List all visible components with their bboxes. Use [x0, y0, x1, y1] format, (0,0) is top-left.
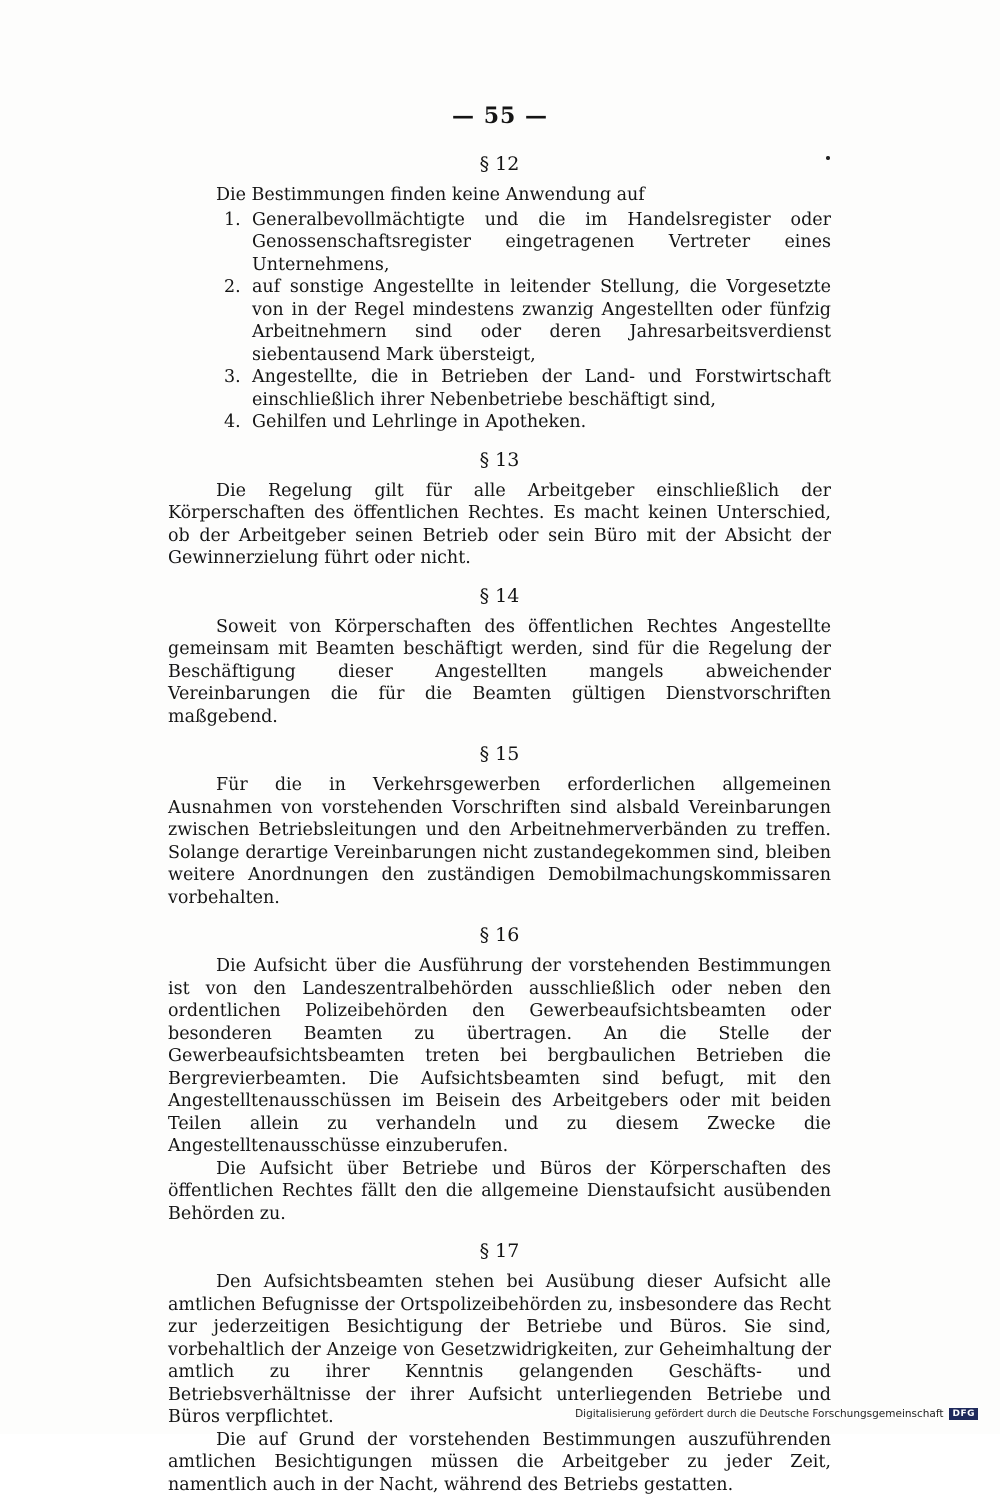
section-15 [168, 742, 831, 909]
section-heading: § 17 [479, 1240, 520, 1262]
page-number: — 55 — [452, 103, 548, 129]
list-item-text: Gehilfen und Lehrlinge in Apotheken. [252, 412, 587, 432]
list-item-number: 2. [224, 277, 241, 297]
list-item-text: Angestellte, die in Betrieben der Land- und Forstwirtschaft einschließlich ihrer Nebenbetriebe beschäftigt sind, [252, 367, 831, 410]
section-13 [168, 448, 831, 570]
paragraph: Die Aufsicht über Betriebe und Büros der Körperschaften des öffentlichen Rechtes fällt den die allgemeine Dienstaufsicht ausübenden Behörden zu. [168, 1158, 831, 1224]
section-intro: Die Bestimmungen finden keine Anwendung auf [216, 185, 645, 205]
section-heading: § 13 [479, 448, 520, 471]
paragraph: Die Regelung gilt für alle Arbeitgeber einschließlich der Körperschaften des öffentlichen Rechtes. Es macht keinen Unterschied, ob der Arbeitgeber seinen Betrieb oder sein Büro mit der Absicht der Gewinnerzielung führt oder nicht. [168, 480, 831, 568]
section-12 [168, 152, 831, 434]
section-heading: § 14 [479, 584, 520, 607]
document-body [168, 152, 831, 1510]
section-heading: § 15 [479, 743, 520, 765]
list-item-number: 1. [224, 209, 241, 230]
section-heading: § 12 [479, 153, 520, 175]
paragraph: Soweit von Körperschaften des öffentlichen Rechtes Angestellte gemeinsam mit Beamten beschäftigt werden, sind für die Regelung der Beschäftigung dieser Angestellten mangels abweichender Vereinbarungen die für die Beamten gültigen Dienstvorschriften maßgebend. [168, 616, 831, 727]
paragraph: Den Aufsichtsbeamten stehen bei Ausübung dieser Aufsicht alle amtlichen Befugnisse der Ortspolizeibehörden zu, insbesondere das Recht zur jederzeitigen Besichtigung der Betriebe und Büros. Sie sind, vorbehaltlich der Anzeige von Gesetzwidrigkeiten, zur Geheimhaltung der amtlich zu ihrer Kenntnis gelangenden Geschäfts- und Betriebsverhältnisse der ihrer Aufsicht unterliegenden Betriebe und Büros verpflichtet. [168, 1272, 831, 1427]
list-item-number: 3. [224, 367, 241, 387]
dfg-logo: DFG [949, 1408, 978, 1420]
list-item [168, 411, 831, 434]
list-item [168, 276, 831, 366]
section-14 [168, 584, 831, 729]
section-16 [168, 923, 831, 1225]
list-item-number: 4. [224, 412, 241, 432]
digitization-credit [575, 1408, 978, 1420]
exemption-list [168, 209, 831, 434]
list-item-text: Generalbevollmächtigte und die im Handelsregister oder Genossenschaftsregister eingetragenen Vertreter eines Unternehmens, [252, 209, 831, 275]
list-item-text: auf sonstige Angestellte in leitender Stellung, die Vorgesetzte von in der Regel mindestens zwanzig Angestellten oder fünfzig Arbeitnehmern sind oder deren Jahresarbeitsverdienst siebentausend Mark übersteigt, [252, 277, 831, 365]
footer-text: Digitalisierung gefördert durch die Deutsche Forschungsgemeinschaft [575, 1408, 944, 1420]
list-item [168, 366, 831, 411]
paragraph: Die auf Grund der vorstehenden Bestimmungen auszuführenden amtlichen Besichtigungen müssen die Arbeitgeber zu jeder Zeit, namentlich auch in der Nacht, während des Betriebs gestatten. [168, 1429, 831, 1495]
paragraph: Die Aufsicht über die Ausführung der vorstehenden Bestimmungen ist von den Landeszentralbehörden ausschließlich oder neben den ordentlichen Polizeibehörden den Gewerbeaufsichtsbeamten oder besonderen Beamten zu übertragen. An die Stelle der Gewerbeaufsichtsbeamten treten bei bergbaulichen Betrieben die Bergrevierbeamten. Die Aufsichtsbeamten sind befugt, mit den Angestelltenausschüssen im Beisein des Arbeitgebers oder mit beiden Teilen allein zu verhandeln und zu diesem Zwecke die Angestelltenausschüsse einzuberufen. [168, 956, 831, 1156]
section-heading: § 16 [479, 924, 520, 946]
paragraph: Für die in Verkehrsgewerben erforderlichen allgemeinen Ausnahmen von vorstehenden Vorschriften sind alsbald Vereinbarungen zwischen Betriebsleitungen und den Arbeitnehmerverbänden zu treffen. Solange derartige Vereinbarungen nicht zustandegekommen sind, bleiben weitere Anordnungen den zuständigen Demobilmachungskommissaren vorbehalten. [168, 775, 831, 908]
section-17 [168, 1239, 831, 1496]
list-item [168, 209, 831, 277]
